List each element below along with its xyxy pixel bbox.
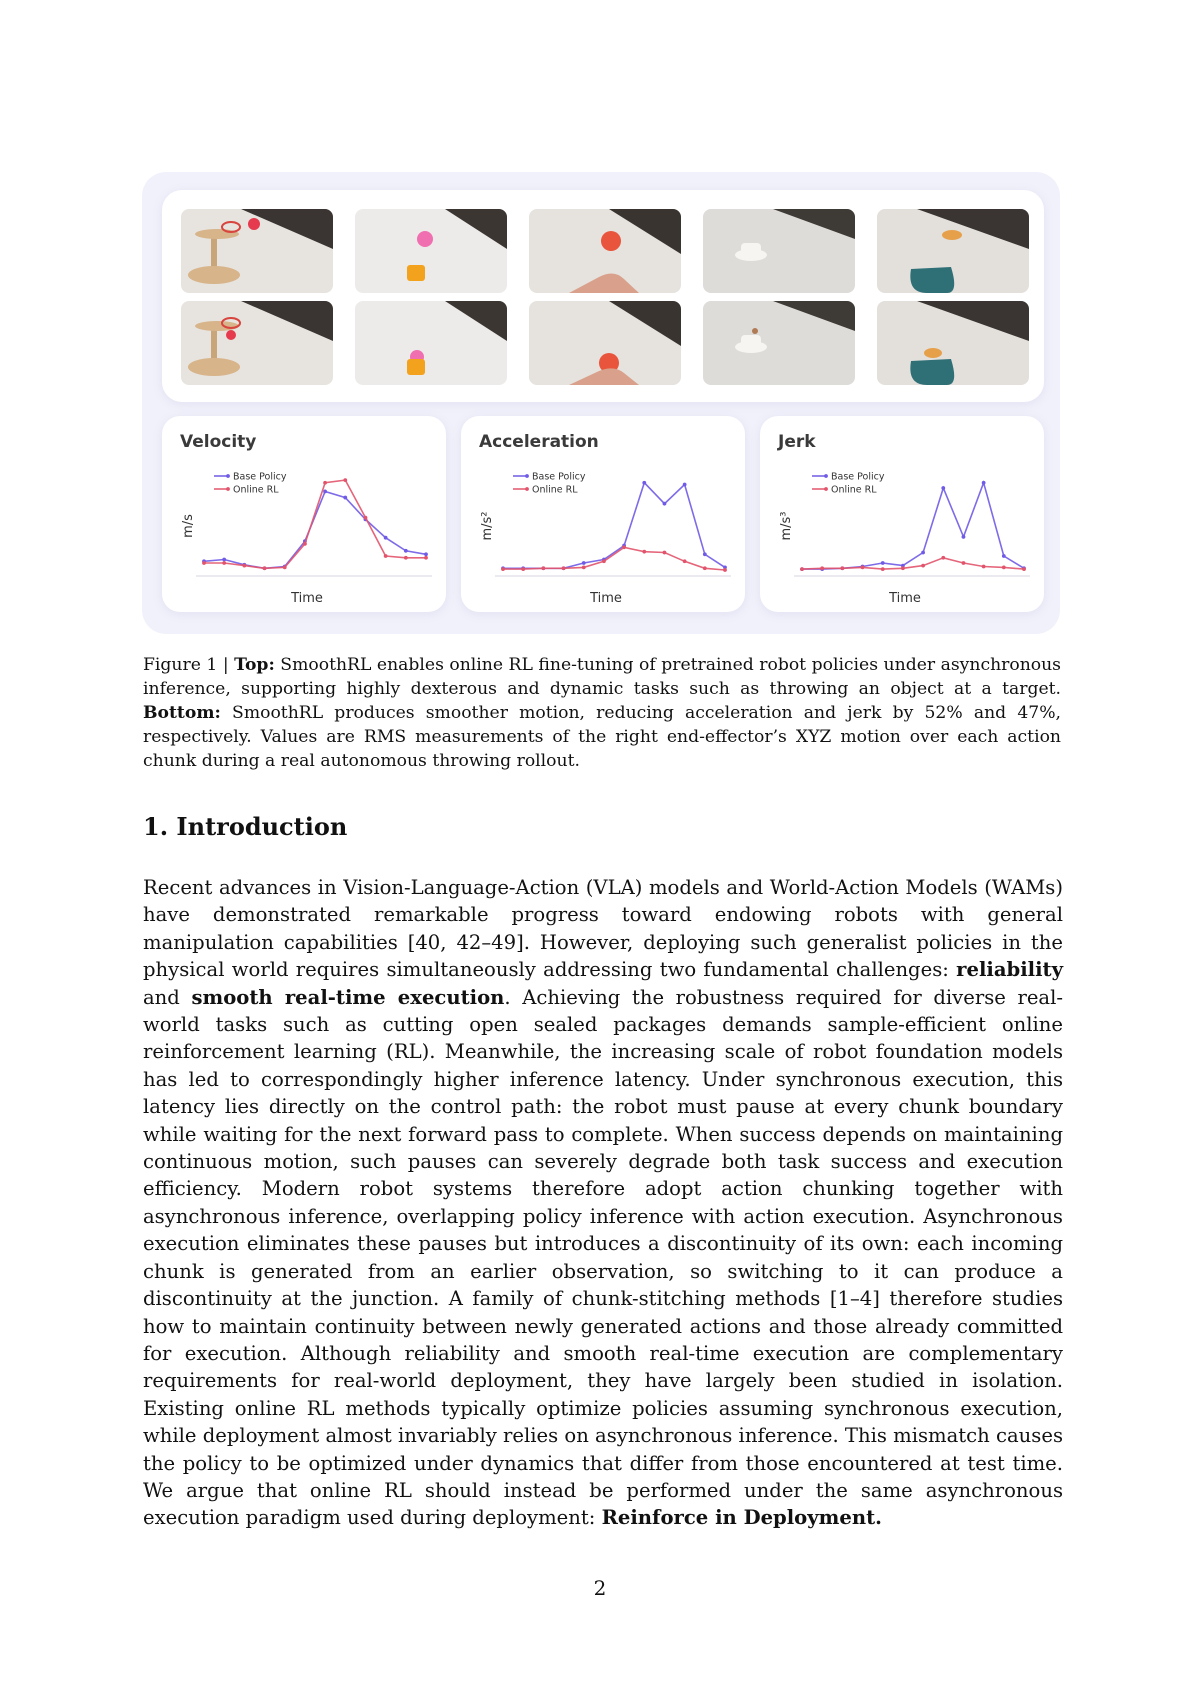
intro-bold-reliability: reliability <box>956 958 1063 982</box>
series-line-1 <box>503 547 725 570</box>
intro-text-1: Recent advances in Vision-Language-Action (VLA) models and World-Action Models (WAMs) have demonstrated remarkable progress toward endowing robots with general manipulation capabilities [40, 42–49]. However, deploying such generalist policies in the physical world requires simultaneously addressing two fundamental challenges: <box>143 876 1063 982</box>
data-point <box>222 558 226 562</box>
page-number: 2 <box>593 1576 607 1600</box>
photo-cup-top <box>355 209 507 293</box>
photo-vase-top <box>877 209 1029 293</box>
series-line-0 <box>802 483 1024 569</box>
legend-marker <box>525 487 529 491</box>
data-point <box>1002 554 1006 558</box>
data-point <box>723 568 727 572</box>
data-point <box>521 567 525 571</box>
data-point <box>404 556 408 560</box>
y-axis-label: m/s² <box>480 511 495 541</box>
legend-marker <box>226 474 230 478</box>
x-axis-label: Time <box>590 591 622 606</box>
data-point <box>303 542 307 546</box>
chart-acceleration <box>461 416 745 612</box>
intro-bold-smooth: smooth real-time execution <box>191 985 505 1009</box>
data-point <box>283 565 287 569</box>
data-point <box>663 551 667 555</box>
data-point <box>343 478 347 482</box>
data-point <box>881 567 885 571</box>
photo-hand-ball-bottom <box>529 301 681 385</box>
legend-marker <box>824 487 828 491</box>
photo-teacup-bottom <box>703 301 855 385</box>
legend-label: Online RL <box>532 484 578 496</box>
y-axis-label: m/s³ <box>779 511 794 541</box>
caption-top-text: SmoothRL enables online RL fine-tuning of pretrained robot policies under asynchronous inference, supporting highly dexterous and dynamic tasks such as throwing an object at a target. <box>143 655 1062 699</box>
chart-svg-velocity <box>162 416 446 612</box>
chart-title: Acceleration <box>479 432 599 452</box>
chart-title: Velocity <box>180 432 257 452</box>
data-point <box>501 567 505 571</box>
data-point <box>404 549 408 553</box>
data-point <box>1022 567 1026 571</box>
intro-text-and: and <box>143 985 192 1009</box>
figure-caption <box>143 653 1061 773</box>
data-point <box>683 559 687 563</box>
data-point <box>1002 565 1006 569</box>
legend-label: Base Policy <box>532 471 586 483</box>
data-point <box>840 566 844 570</box>
data-point <box>582 561 586 565</box>
section-heading: 1. Introduction <box>143 812 348 841</box>
data-point <box>663 502 667 506</box>
data-point <box>881 561 885 565</box>
caption-bottom-text: SmoothRL produces smoother motion, reducing acceleration and jerk by 52% and 47%, respectively. Values are RMS measurements of the right end-effector’s XYZ motion over each action chunk during a real autonomous throwing rollout. <box>143 703 1061 771</box>
photo-hand-ball-top <box>529 209 681 293</box>
chart-jerk <box>760 416 1044 612</box>
legend-label: Online RL <box>831 484 877 496</box>
data-point <box>384 554 388 558</box>
legend-label: Base Policy <box>233 471 287 483</box>
data-point <box>424 552 428 556</box>
data-point <box>222 561 226 565</box>
photo-vase-bottom <box>877 301 1029 385</box>
chart-title: Jerk <box>778 432 816 452</box>
x-axis-label: Time <box>889 591 921 606</box>
data-point <box>424 556 428 560</box>
legend-marker <box>525 474 529 478</box>
data-point <box>962 535 966 539</box>
data-point <box>343 496 347 500</box>
data-point <box>683 483 687 487</box>
chart-svg-acceleration <box>461 416 745 612</box>
caption-prefix: Figure 1 | <box>143 655 235 675</box>
data-point <box>622 545 626 549</box>
photo-teacup-top <box>703 209 855 293</box>
chart-svg-jerk <box>760 416 1044 612</box>
data-point <box>921 564 925 568</box>
data-point <box>962 561 966 565</box>
data-point <box>642 481 646 485</box>
data-point <box>941 556 945 560</box>
data-point <box>384 536 388 540</box>
photo-basketball-hoop-top <box>181 209 333 293</box>
data-point <box>861 565 865 569</box>
data-point <box>263 566 267 570</box>
data-point <box>703 566 707 570</box>
series-line-0 <box>503 483 725 569</box>
intro-bold-reinforce: Reinforce in Deployment. <box>601 1506 882 1530</box>
data-point <box>582 565 586 569</box>
data-point <box>703 552 707 556</box>
caption-top-label: Top: <box>234 655 275 675</box>
legend-marker <box>824 474 828 478</box>
data-point <box>323 481 327 485</box>
data-point <box>921 551 925 555</box>
caption-bottom-label: Bottom: <box>143 703 221 723</box>
data-point <box>364 516 368 520</box>
chart-velocity <box>162 416 446 612</box>
data-point <box>323 490 327 494</box>
data-point <box>562 566 566 570</box>
intro-text-2: . Achieving the robustness required for diverse real-world tasks such as cutting open sealed packages demands sample-efficient online reinforcement learning (RL). Meanwhile, the increasing scale of robot foundation models has led to correspondingly higher inference latency. Under synchronous execution, this latency lies directly on the control path: the robot must pause at every chunk boundary while waiting for the next forward pass to complete. When success depends on maintaining continuous motion, such pauses can severely degrade both task success and execution efficiency. Modern robot systems therefore adopt action chunking together with asynchronous inference, overlapping policy inference with action execution. Asynchronous execution eliminates these pauses but introduces a discontinuity of its own: each incoming chunk is generated from an earlier observation, so switching to it can produce a discontinuity at the junction. A family of chunk-stitching methods [1–4] therefore studies how to maintain continuity between newly generated actions and those already committed for execution. Although reliability and smooth real-time execution are complementary requirements for real-world deployment, they have largely been studied in isolation. Existing online RL methods typically optimize policies assuming synchronous execution, while deployment almost invariably relies on asynchronous inference. This mismatch causes the policy to be optimized under dynamics that differ from those encountered at test time. We argue that online RL should instead be performed under the same asynchronous execution paradigm used during deployment: <box>143 985 1063 1530</box>
data-point <box>982 565 986 569</box>
data-point <box>800 567 804 571</box>
data-point <box>602 559 606 563</box>
data-point <box>820 566 824 570</box>
photo-cup-bottom <box>355 301 507 385</box>
x-axis-label: Time <box>291 591 323 606</box>
data-point <box>941 486 945 490</box>
data-point <box>901 566 905 570</box>
data-point <box>242 564 246 568</box>
legend-label: Base Policy <box>831 471 885 483</box>
legend-marker <box>226 487 230 491</box>
photo-basketball-hoop-bottom <box>181 301 333 385</box>
y-axis-label: m/s <box>181 514 196 538</box>
legend-label: Online RL <box>233 484 279 496</box>
data-point <box>202 561 206 565</box>
data-point <box>982 481 986 485</box>
data-point <box>541 566 545 570</box>
intro-paragraph <box>143 874 1063 1532</box>
data-point <box>642 550 646 554</box>
